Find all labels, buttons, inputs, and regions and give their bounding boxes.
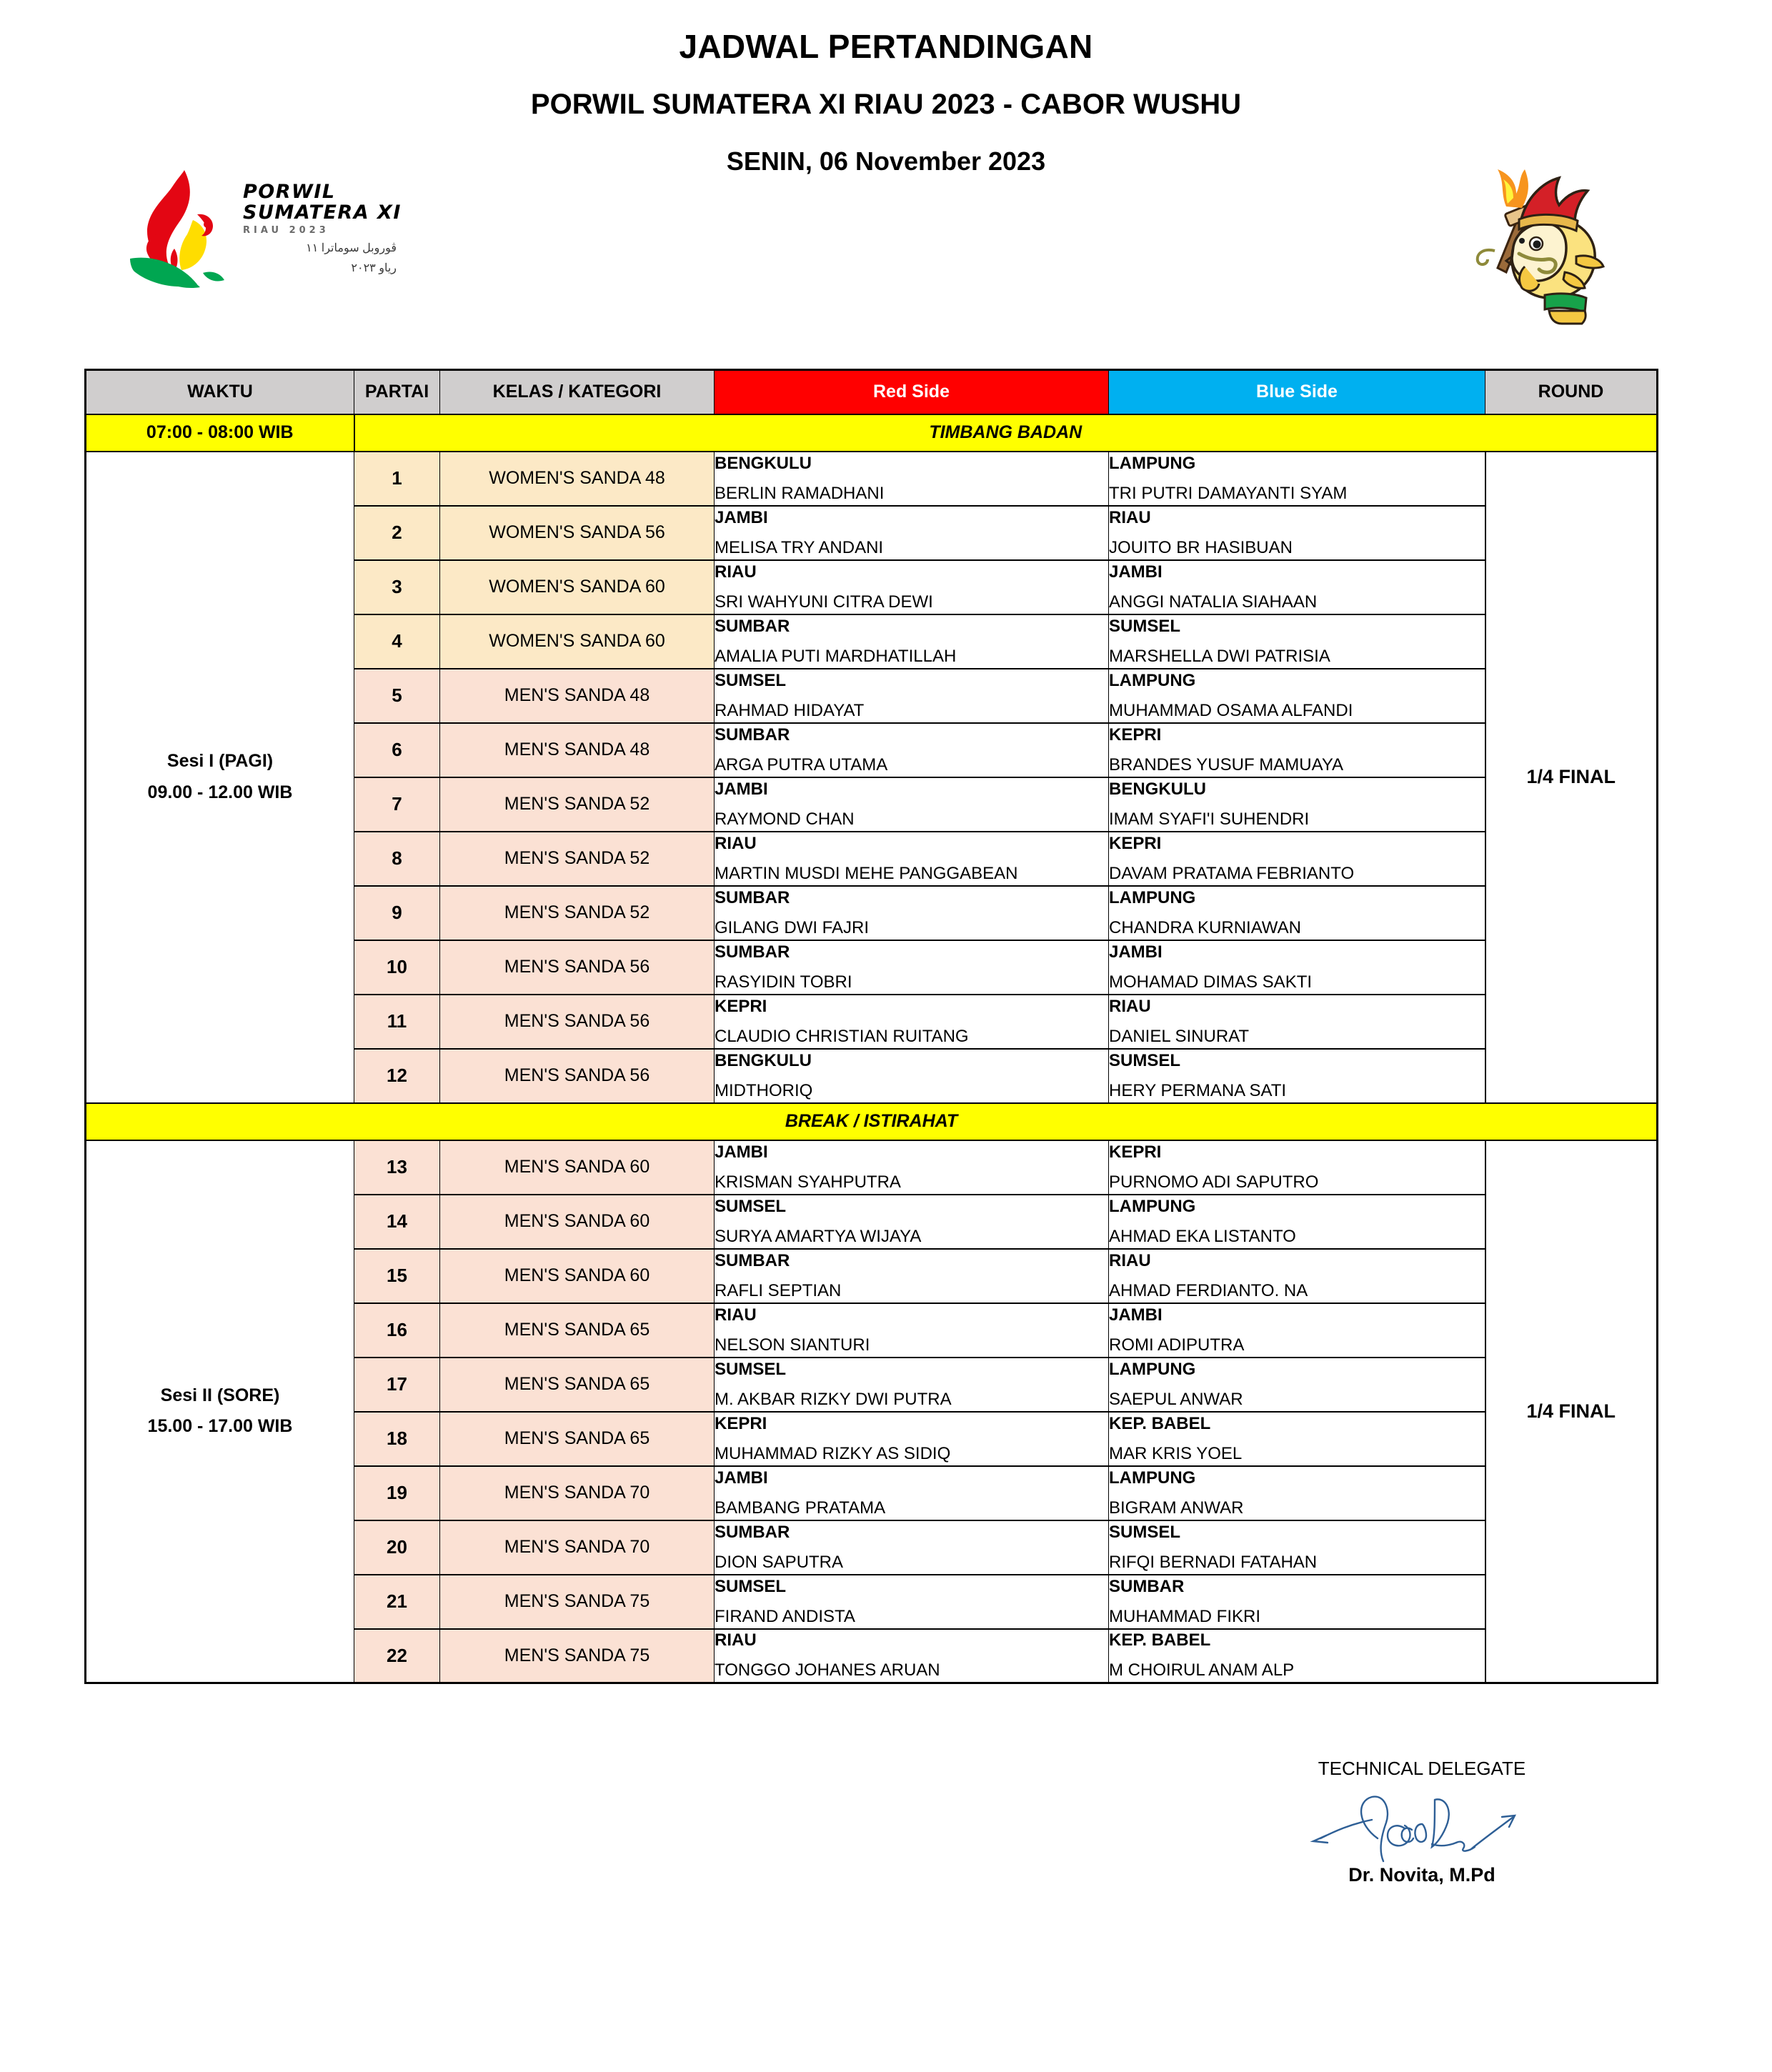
match-number: 15 [354, 1249, 440, 1303]
red-athlete: AMALIA PUTI MARDHATILLAH [715, 646, 957, 666]
blue-side-cell [1109, 723, 1485, 777]
blue-province: KEPRI [1109, 833, 1162, 853]
red-side-cell [715, 995, 1109, 1049]
red-athlete: BAMBANG PRATAMA [715, 1498, 886, 1518]
red-side-cell [715, 560, 1109, 614]
page-title: JADWAL PERTANDINGAN [679, 28, 1093, 65]
blue-province: JAMBI [1109, 562, 1163, 582]
red-athlete: M. AKBAR RIZKY DWI PUTRA [715, 1389, 952, 1409]
blue-province: LAMPUNG [1109, 1359, 1196, 1379]
red-province: BENGKULU [715, 1050, 812, 1070]
weighin-label: TIMBANG BADAN [354, 414, 1658, 452]
blue-athlete: MARSHELLA DWI PATRISIA [1109, 646, 1330, 666]
red-athlete: DION SAPUTRA [715, 1552, 844, 1572]
blue-side-cell [1109, 1412, 1485, 1466]
red-province: RIAU [715, 833, 757, 853]
blue-side-cell [1109, 1575, 1485, 1629]
match-class: MEN'S SANDA 60 [440, 1249, 715, 1303]
red-side-cell [715, 886, 1109, 940]
red-side-cell [715, 506, 1109, 560]
match-number: 17 [354, 1358, 440, 1412]
blue-side-cell [1109, 886, 1485, 940]
blue-athlete: ROMI ADIPUTRA [1109, 1335, 1245, 1355]
red-athlete: GILANG DWI FAJRI [715, 917, 870, 937]
match-class: MEN'S SANDA 56 [440, 940, 715, 995]
blue-athlete: IMAM SYAFI'I SUHENDRI [1109, 809, 1310, 829]
band-row [86, 414, 1658, 452]
blue-province: LAMPUNG [1109, 453, 1196, 473]
red-province: SUMSEL [715, 670, 787, 690]
blue-province: LAMPUNG [1109, 1196, 1196, 1216]
match-class: MEN'S SANDA 65 [440, 1412, 715, 1466]
session-name: Sesi I (PAGI) [166, 750, 274, 771]
match-number: 20 [354, 1520, 440, 1575]
match-class: MEN'S SANDA 48 [440, 669, 715, 723]
blue-athlete: MAR KRIS YOEL [1109, 1443, 1243, 1463]
blue-province: SUMSEL [1109, 616, 1181, 636]
blue-athlete: TRI PUTRI DAMAYANTI SYAM [1109, 483, 1348, 503]
red-side-cell [715, 1520, 1109, 1575]
red-province: SUMBAR [715, 724, 790, 744]
blue-athlete: MOHAMAD DIMAS SAKTI [1109, 972, 1313, 992]
red-athlete: FIRAND ANDISTA [715, 1606, 855, 1626]
red-side-cell [715, 669, 1109, 723]
blue-province: RIAU [1109, 1250, 1151, 1270]
blue-side-cell [1109, 452, 1485, 506]
blue-athlete: JOUITO BR HASIBUAN [1109, 537, 1293, 557]
blue-side-cell [1109, 995, 1485, 1049]
session-cell [86, 1140, 354, 1683]
match-class: MEN'S SANDA 70 [440, 1466, 715, 1520]
red-province: SUMSEL [715, 1359, 787, 1379]
match-number: 11 [354, 995, 440, 1049]
match-class: MEN'S SANDA 52 [440, 832, 715, 886]
red-province: JAMBI [715, 1142, 768, 1162]
handwritten-signature-icon [1258, 1783, 1586, 1868]
red-province: SUMBAR [715, 942, 790, 962]
match-class: WOMEN'S SANDA 60 [440, 560, 715, 614]
red-athlete: MELISA TRY ANDANI [715, 537, 884, 557]
red-side-cell [715, 1575, 1109, 1629]
porwil-logo [129, 161, 414, 297]
round-cell: 1/4 FINAL [1485, 452, 1658, 1103]
schedule-sheet [84, 369, 1656, 1684]
match-number: 1 [354, 452, 440, 506]
column-header-partai: PARTAI [354, 370, 440, 414]
red-province: KEPRI [715, 996, 767, 1016]
match-number: 16 [354, 1303, 440, 1358]
technical-delegate-name: Dr. Novita, M.Pd [1348, 1864, 1495, 1886]
match-class: MEN'S SANDA 70 [440, 1520, 715, 1575]
blue-athlete: BIGRAM ANWAR [1109, 1498, 1244, 1518]
red-province: SUMBAR [715, 887, 790, 907]
red-side-cell [715, 1358, 1109, 1412]
red-side-cell [715, 940, 1109, 995]
red-province: JAMBI [715, 1468, 768, 1488]
blue-athlete: BRANDES YUSUF MAMUAYA [1109, 754, 1344, 774]
red-province: SUMSEL [715, 1196, 787, 1216]
porwil-logo-word2: SUMATERA XI [243, 201, 402, 224]
blue-side-cell [1109, 1303, 1485, 1358]
blue-province: KEP. BABEL [1109, 1413, 1211, 1433]
blue-athlete: AHMAD EKA LISTANTO [1109, 1226, 1296, 1246]
red-province: SUMBAR [715, 1250, 790, 1270]
match-class: MEN'S SANDA 60 [440, 1195, 715, 1249]
match-number: 9 [354, 886, 440, 940]
blue-side-cell [1109, 560, 1485, 614]
blue-province: KEPRI [1109, 1142, 1162, 1162]
match-class: MEN'S SANDA 65 [440, 1303, 715, 1358]
blue-province: SUMBAR [1109, 1576, 1185, 1596]
blue-side-cell [1109, 1520, 1485, 1575]
page-header [0, 0, 1772, 275]
band-row [86, 1103, 1658, 1140]
table-header-row [86, 370, 1658, 414]
red-province: JAMBI [715, 507, 768, 527]
blue-province: RIAU [1109, 507, 1151, 527]
red-side-cell [715, 1249, 1109, 1303]
blue-side-cell [1109, 1629, 1485, 1683]
blue-side-cell [1109, 614, 1485, 669]
round-cell: 1/4 FINAL [1485, 1140, 1658, 1683]
session-time: 15.00 - 17.00 WIB [147, 1416, 293, 1437]
match-class: MEN'S SANDA 75 [440, 1575, 715, 1629]
blue-side-cell [1109, 669, 1485, 723]
blue-athlete: HERY PERMANA SATI [1109, 1080, 1287, 1100]
match-class: WOMEN'S SANDA 56 [440, 506, 715, 560]
session-time: 09.00 - 12.00 WIB [147, 782, 293, 802]
blue-province: LAMPUNG [1109, 1468, 1196, 1488]
match-number: 2 [354, 506, 440, 560]
porwil-logo-text [243, 181, 402, 276]
red-side-cell [715, 614, 1109, 669]
match-class: MEN'S SANDA 75 [440, 1629, 715, 1683]
red-side-cell [715, 1140, 1109, 1195]
session-name: Sesi II (SORE) [160, 1385, 280, 1405]
match-class: WOMEN'S SANDA 60 [440, 614, 715, 669]
red-side-cell [715, 1412, 1109, 1466]
red-athlete: ARGA PUTRA UTAMA [715, 754, 888, 774]
red-province: SUMBAR [715, 1522, 790, 1542]
blue-province: LAMPUNG [1109, 670, 1196, 690]
blue-side-cell [1109, 1249, 1485, 1303]
schedule-table [84, 369, 1658, 1684]
blue-athlete: DANIEL SINURAT [1109, 1026, 1250, 1046]
match-class: MEN'S SANDA 65 [440, 1358, 715, 1412]
match-number: 13 [354, 1140, 440, 1195]
blue-athlete: AHMAD FERDIANTO. NA [1109, 1280, 1308, 1300]
blue-side-cell [1109, 832, 1485, 886]
red-athlete: MIDTHORIQ [715, 1080, 813, 1100]
mascot-logo [1450, 154, 1629, 325]
match-class: WOMEN'S SANDA 48 [440, 452, 715, 506]
match-number: 18 [354, 1412, 440, 1466]
page-date: SENIN, 06 November 2023 [726, 146, 1046, 176]
red-side-cell [715, 1049, 1109, 1103]
column-header-waktu: WAKTU [86, 370, 354, 414]
red-athlete: MUHAMMAD RIZKY AS SIDIQ [715, 1443, 951, 1463]
red-athlete: SRI WAHYUNI CITRA DEWI [715, 592, 933, 612]
blue-side-cell [1109, 1195, 1485, 1249]
red-side-cell [715, 1629, 1109, 1683]
match-number: 7 [354, 777, 440, 832]
porwil-flame-icon [129, 164, 236, 293]
blue-province: RIAU [1109, 996, 1151, 1016]
break-label: BREAK / ISTIRAHAT [86, 1103, 1658, 1140]
match-number: 10 [354, 940, 440, 995]
match-number: 3 [354, 560, 440, 614]
match-class: MEN'S SANDA 56 [440, 995, 715, 1049]
blue-province: SUMSEL [1109, 1522, 1181, 1542]
weighin-time: 07:00 - 08:00 WIB [86, 414, 354, 452]
red-side-cell [715, 832, 1109, 886]
column-header-red-side: Red Side [715, 370, 1109, 414]
porwil-logo-jawi-line2: رياو ٢٠٢٣ [351, 262, 397, 275]
signature-image [1258, 1783, 1586, 1868]
blue-province: JAMBI [1109, 1305, 1163, 1325]
match-number: 12 [354, 1049, 440, 1103]
red-province: KEPRI [715, 1413, 767, 1433]
session-cell [86, 452, 354, 1103]
match-number: 4 [354, 614, 440, 669]
blue-province: BENGKULU [1109, 779, 1206, 799]
red-side-cell [715, 777, 1109, 832]
red-province: RIAU [715, 562, 757, 582]
blue-athlete: PURNOMO ADI SAPUTRO [1109, 1172, 1319, 1192]
red-athlete: RAFLI SEPTIAN [715, 1280, 842, 1300]
red-side-cell [715, 1195, 1109, 1249]
match-class: MEN'S SANDA 48 [440, 723, 715, 777]
red-side-cell [715, 452, 1109, 506]
signature-block [1258, 1758, 1586, 1886]
blue-side-cell [1109, 1049, 1485, 1103]
red-athlete: KRISMAN SYAHPUTRA [715, 1172, 901, 1192]
match-number: 14 [354, 1195, 440, 1249]
red-athlete: NELSON SIANTURI [715, 1335, 870, 1355]
blue-athlete: MUHAMMAD FIKRI [1109, 1606, 1260, 1626]
match-number: 21 [354, 1575, 440, 1629]
blue-athlete: DAVAM PRATAMA FEBRIANTO [1109, 863, 1355, 883]
red-side-cell [715, 1466, 1109, 1520]
match-class: MEN'S SANDA 52 [440, 886, 715, 940]
blue-athlete: SAEPUL ANWAR [1109, 1389, 1243, 1409]
match-number: 19 [354, 1466, 440, 1520]
column-header-blue-side: Blue Side [1109, 370, 1485, 414]
column-header-round: ROUND [1485, 370, 1658, 414]
column-header-kelas: KELAS / KATEGORI [440, 370, 715, 414]
red-athlete: SURYA AMARTYA WIJAYA [715, 1226, 922, 1246]
table-row [86, 452, 1658, 506]
red-athlete: MARTIN MUSDI MEHE PANGGABEAN [715, 863, 1018, 883]
blue-province: SUMSEL [1109, 1050, 1181, 1070]
blue-side-cell [1109, 1140, 1485, 1195]
red-athlete: RAYMOND CHAN [715, 809, 855, 829]
red-province: RIAU [715, 1630, 757, 1650]
porwil-logo-jawi-line1: ڤوروبل سوماترا ١١ [306, 242, 397, 255]
table-row [86, 1140, 1658, 1195]
blue-province: JAMBI [1109, 942, 1163, 962]
blue-side-cell [1109, 1466, 1485, 1520]
red-side-cell [715, 723, 1109, 777]
page-subtitle: PORWIL SUMATERA XI RIAU 2023 - CABOR WUSHU [530, 89, 1242, 120]
red-athlete: RAHMAD HIDAYAT [715, 700, 865, 720]
red-province: JAMBI [715, 779, 768, 799]
match-number: 8 [354, 832, 440, 886]
match-class: MEN'S SANDA 52 [440, 777, 715, 832]
red-athlete: CLAUDIO CHRISTIAN RUITANG [715, 1026, 969, 1046]
porwil-logo-word1: PORWIL [243, 180, 336, 203]
red-province: BENGKULU [715, 453, 812, 473]
technical-delegate-label: TECHNICAL DELEGATE [1318, 1758, 1526, 1779]
blue-side-cell [1109, 940, 1485, 995]
blue-athlete: ANGGI NATALIA SIAHAAN [1109, 592, 1318, 612]
match-class: MEN'S SANDA 60 [440, 1140, 715, 1195]
blue-side-cell [1109, 506, 1485, 560]
blue-athlete: MUHAMMAD OSAMA ALFANDI [1109, 700, 1353, 720]
match-number: 22 [354, 1629, 440, 1683]
blue-province: LAMPUNG [1109, 887, 1196, 907]
match-class: MEN'S SANDA 56 [440, 1049, 715, 1103]
schedule-table-body [86, 414, 1658, 1683]
red-athlete: TONGGO JOHANES ARUAN [715, 1660, 940, 1680]
blue-side-cell [1109, 777, 1485, 832]
blue-athlete: M CHOIRUL ANAM ALP [1109, 1660, 1295, 1680]
blue-athlete: RIFQI BERNADI FATAHAN [1109, 1552, 1318, 1572]
blue-athlete: CHANDRA KURNIAWAN [1109, 917, 1301, 937]
blue-side-cell [1109, 1358, 1485, 1412]
match-number: 6 [354, 723, 440, 777]
match-number: 5 [354, 669, 440, 723]
red-athlete: BERLIN RAMADHANI [715, 483, 885, 503]
porwil-logo-year: RIAU 2023 [243, 225, 329, 236]
red-province: SUMBAR [715, 616, 790, 636]
red-province: SUMSEL [715, 1576, 787, 1596]
red-side-cell [715, 1303, 1109, 1358]
blue-province: KEPRI [1109, 724, 1162, 744]
wushu-mascot-fish-torch-icon [1450, 154, 1629, 325]
red-province: RIAU [715, 1305, 757, 1325]
blue-province: KEP. BABEL [1109, 1630, 1211, 1650]
red-athlete: RASYIDIN TOBRI [715, 972, 852, 992]
